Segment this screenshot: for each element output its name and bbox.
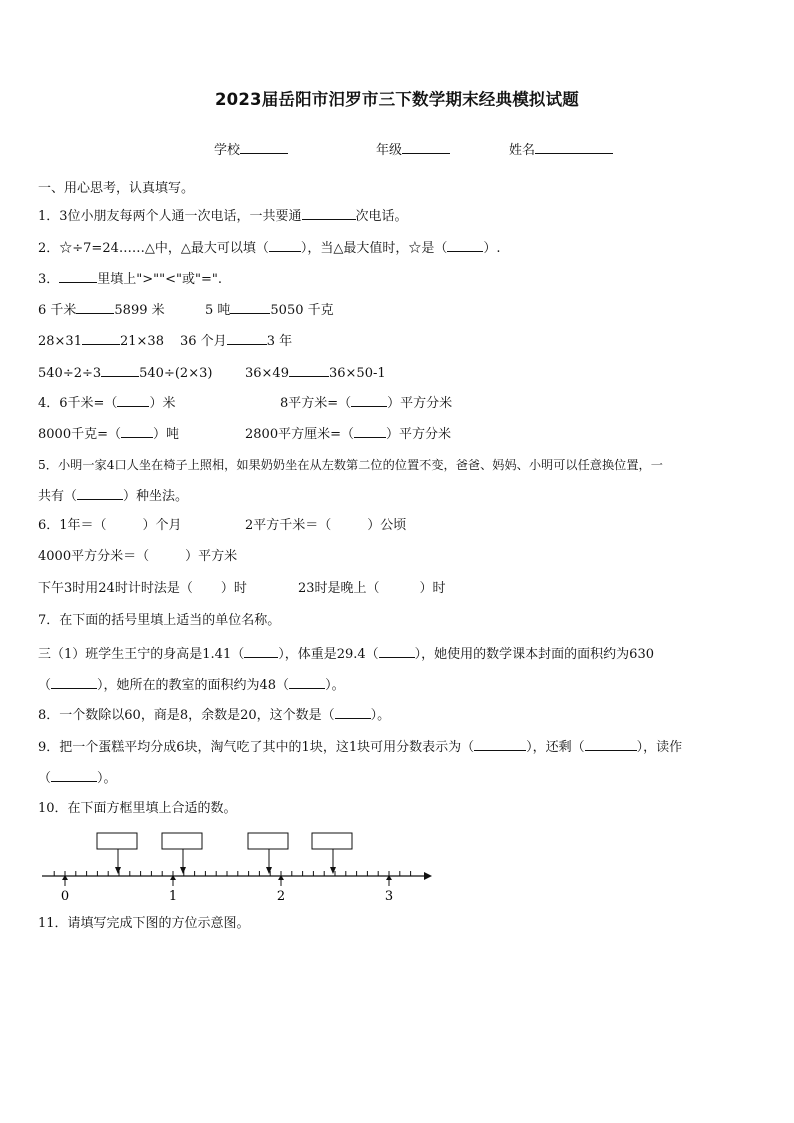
question-4-row-2	[38, 424, 179, 444]
question-9	[38, 737, 682, 757]
name-blank[interactable]	[535, 140, 613, 154]
q6-r3-d: ）时	[419, 581, 446, 596]
q6-r1-c: 2平方千米＝（	[245, 518, 332, 533]
q7-blank-3[interactable]	[51, 675, 97, 689]
question-10: 10．在下面方框里填上合适的数。	[38, 801, 237, 816]
question-5-cont	[38, 486, 188, 506]
question-6-row-3-right	[298, 580, 446, 598]
axis-label: 0	[60, 889, 70, 904]
question-4-row-2-right	[245, 424, 451, 444]
q3-r3-b: 540÷(2×3)	[139, 366, 213, 381]
q9-text-a: 9．把一个蛋糕平均分成6块，淘气吃了其中的1块，这1块可用分数表示为（	[38, 740, 475, 755]
q3-r1-b: 5899 米	[114, 303, 165, 318]
q3-row-3	[38, 363, 212, 383]
q3-r2-b: 21×38	[119, 334, 164, 349]
q4-r2-d: ）平方分米	[385, 427, 451, 442]
q3-r2-d: 3 年	[266, 334, 293, 349]
page-title: 2023届岳阳市汨罗市三下数学期末经典模拟试题	[214, 90, 580, 109]
q5-blank[interactable]	[77, 486, 123, 500]
axis-label: 3	[384, 889, 394, 904]
answer-box[interactable]	[312, 833, 352, 849]
question-11: 11．请填写完成下图的方位示意图。	[38, 916, 250, 931]
question-5: 5．小明一家4口人坐在椅子上照相，如果奶奶坐在从左数第二位的位置不变，爸爸、妈妈、小明可以任意换位置，一	[38, 458, 663, 472]
q9-blank-3[interactable]	[51, 768, 97, 782]
q6-r3-b: ）时	[220, 581, 247, 596]
q3-r1-blank-1[interactable]	[76, 300, 114, 314]
q3-text: 里填上">""<"或"=".	[97, 272, 222, 287]
q3-number: 3．	[38, 272, 60, 287]
q4-r1-a: 4．6千米=（	[38, 396, 118, 411]
q4-r2-blank-2[interactable]	[354, 424, 386, 438]
number-line-arrowhead	[424, 872, 432, 880]
q8-text-a: 8．一个数除以60，商是8，余数是20，这个数是（	[38, 708, 335, 723]
question-3	[38, 269, 222, 289]
question-2	[38, 238, 501, 258]
q2-blank-1[interactable]	[269, 238, 301, 252]
q2-text-a: 2．☆÷7=24……△中，△最大可以填（	[38, 241, 269, 256]
question-6-row-1	[38, 517, 182, 535]
q3-r2-a: 28×31	[38, 334, 82, 349]
box-arrowhead	[266, 867, 272, 874]
box-arrowhead	[115, 867, 121, 874]
answer-boxes	[97, 833, 352, 874]
question-4-row-1-right	[280, 393, 452, 413]
q3-r2-c: 36 个月	[180, 334, 227, 349]
q7-blank-4[interactable]	[289, 675, 325, 689]
q7-blank-2[interactable]	[379, 644, 415, 658]
q7-blank-1[interactable]	[244, 644, 278, 658]
school-field	[214, 139, 288, 158]
name-label: 姓名	[509, 143, 536, 158]
question-1	[38, 206, 408, 226]
q3-r1-a: 6 千米	[38, 303, 77, 318]
q5-text-b: 共有（	[38, 489, 78, 504]
question-8	[38, 705, 390, 725]
q4-r1-blank-2[interactable]	[351, 393, 387, 407]
q3-r1-d: 5050 千克	[270, 303, 334, 318]
q7-l2-a: （	[38, 678, 52, 693]
q3-r3-c: 36×49	[245, 366, 289, 381]
q3-r3-blank-1[interactable]	[101, 363, 139, 377]
q1-end: 次电话。	[355, 209, 408, 224]
q7-l1-c: ），她使用的数学课本封面的面积约为630	[414, 647, 654, 662]
number-line-labels	[61, 875, 393, 904]
name-field	[509, 139, 613, 158]
question-4-row-1	[38, 393, 175, 413]
q6-r1-b: ）个月	[142, 518, 182, 533]
q7-l2-c: ）。	[325, 678, 345, 693]
q1-blank[interactable]	[302, 206, 356, 220]
q3-blank[interactable]	[59, 269, 97, 283]
q3-row-2-right	[180, 331, 292, 351]
q4-r1-d: ）平方分米	[387, 396, 453, 411]
q4-r2-a: 8000千克=（	[38, 427, 121, 442]
q6-r2-a: 4000平方分米＝（	[38, 549, 150, 564]
q8-blank[interactable]	[335, 705, 371, 719]
q9-text-c: ），读作	[636, 740, 683, 755]
q6-r1-a: 6．1年＝（	[38, 518, 107, 533]
q3-r3-d: 36×50-1	[328, 366, 386, 381]
q2-text-c: ）.	[483, 241, 501, 256]
q4-r2-c: 2800平方厘米=（	[245, 427, 354, 442]
question-7-line-2	[38, 675, 345, 695]
answer-box[interactable]	[97, 833, 137, 849]
q7-l1-a: 三（1）班学生王宁的身高是1.41（	[38, 647, 245, 662]
q2-text-b: ），当△最大值时，☆是（	[300, 241, 448, 256]
school-blank[interactable]	[240, 140, 288, 154]
q4-r2-b: ）吨	[152, 427, 179, 442]
q3-r1-c: 5 吨	[205, 303, 231, 318]
q6-r3-a: 下午3时用24时计时法是（	[38, 581, 193, 596]
q9-text-e: ）。	[97, 771, 117, 786]
q3-r3-blank-2[interactable]	[289, 363, 329, 377]
q3-row-1	[38, 300, 165, 320]
q6-r1-d: ）公顷	[367, 518, 407, 533]
question-6-row-3	[38, 580, 247, 598]
q9-text-d: （	[38, 771, 52, 786]
question-9-cont	[38, 768, 117, 788]
q1-text: 1．3位小朋友每两个人通一次电话，一共要通	[38, 209, 302, 224]
q8-text-b: ）。	[370, 708, 391, 723]
question-7: 7．在下面的括号里填上适当的单位名称。	[38, 613, 281, 628]
q4-r1-c: 8平方米=（	[280, 396, 352, 411]
q3-row-1-right	[205, 300, 334, 320]
q9-text-b: ），还剩（	[526, 740, 585, 755]
answer-box[interactable]	[248, 833, 288, 849]
grade-blank[interactable]	[402, 140, 450, 154]
q3-row-3-right	[245, 363, 386, 383]
q7-l1-b: ），体重是29.4（	[278, 647, 379, 662]
box-arrowhead	[180, 867, 186, 874]
q5-text-c: ）种坐法。	[123, 489, 189, 504]
q3-r1-blank-2[interactable]	[230, 300, 270, 314]
number-line-figure	[38, 826, 438, 906]
axis-label: 1	[168, 889, 178, 904]
grade-field	[376, 139, 450, 158]
question-7-line-1	[38, 644, 654, 664]
q2-blank-2[interactable]	[447, 238, 483, 252]
question-6-row-1-right	[245, 517, 406, 535]
question-6-row-2	[38, 548, 237, 566]
q3-r2-blank-2[interactable]	[227, 331, 267, 345]
axis-label: 2	[276, 889, 286, 904]
answer-box[interactable]	[162, 833, 202, 849]
section-heading: 一、用心思考，认真填写。	[38, 181, 195, 196]
q9-blank-2[interactable]	[585, 737, 637, 751]
q3-row-2	[38, 331, 164, 351]
q9-blank-1[interactable]	[474, 737, 526, 751]
grade-label: 年级	[376, 143, 403, 158]
q3-r3-a: 540÷2÷3	[38, 366, 102, 381]
q7-l2-b: ），她所在的教室的面积约为48（	[97, 678, 290, 693]
number-line-ticks	[54, 871, 410, 876]
q6-r3-c: 23时是晚上（	[298, 581, 380, 596]
school-label: 学校	[214, 143, 241, 158]
q4-r2-blank-1[interactable]	[121, 424, 153, 438]
q3-r2-blank-1[interactable]	[82, 331, 120, 345]
q4-r1-b: ）米	[149, 396, 176, 411]
q6-r2-b: ）平方米	[185, 549, 238, 564]
q4-r1-blank-1[interactable]	[117, 393, 149, 407]
